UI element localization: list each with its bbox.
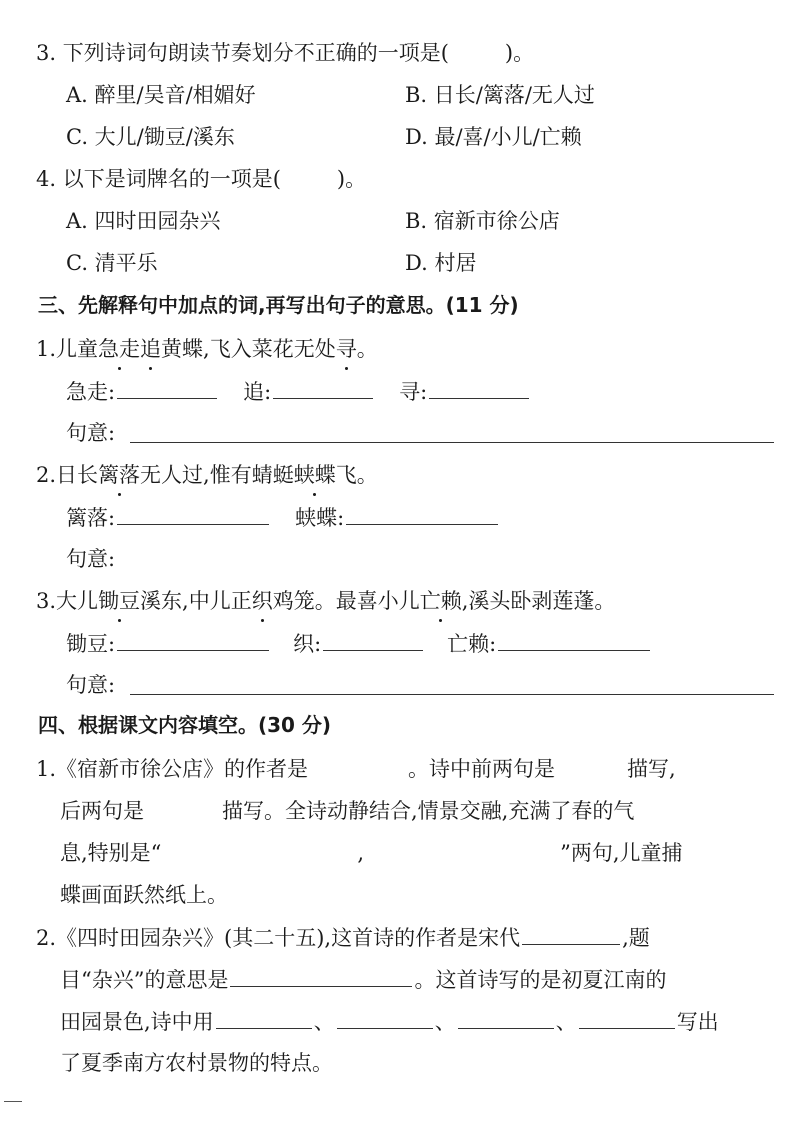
s4-q1-line3: 息,特别是“ , ”两句,儿童捕 (60, 841, 683, 865)
q4-option-c: C. 清平乐 (66, 251, 158, 275)
s3-q3-definitions: 锄豆: 织: 亡赖: (66, 628, 652, 659)
answer-line[interactable] (498, 628, 650, 651)
dotted-word: 蛱蝶 (294, 460, 336, 490)
answer-line[interactable] (337, 1006, 433, 1029)
dotted-word: 锄豆 (98, 586, 140, 616)
q4-option-d: D. 村居 (405, 251, 477, 275)
s4-q1-line2: 后两句是 描写。全诗动静结合,情景交融,充满了春的气 (60, 799, 635, 823)
dotted-word: 亡赖 (420, 586, 462, 616)
section-3-title: 三、先解释句中加点的词,再写出句子的意思。(11 分) (38, 293, 519, 317)
answer-line[interactable] (230, 964, 412, 987)
answer-line[interactable] (346, 502, 498, 525)
answer-line[interactable] (117, 502, 269, 525)
s4-q2-line3: 田园景色,诗中用 、 、 、 写出 (60, 1006, 719, 1037)
page-edge-mark (4, 1101, 22, 1102)
s3-q1-sentence: 1.儿童急走追黄蝶,飞入菜花无处寻。 (36, 334, 378, 364)
s3-q1-meaning-label: 句意: (66, 421, 116, 445)
s3-q2-sentence: 2.日长篱落无人过,惟有蜻蜓蛱蝶飞。 (36, 460, 378, 490)
s3-q2-meaning-label: 句意: (66, 547, 116, 571)
q3-option-d: D. 最/喜/小儿/亡赖 (405, 125, 582, 149)
answer-line[interactable] (458, 1006, 554, 1029)
dotted-word: 篱落 (98, 460, 140, 490)
answer-line[interactable] (429, 376, 529, 399)
s3-q3-meaning-label: 句意: (66, 673, 116, 697)
s3-q1-definitions: 急走: 追: 寻: (66, 376, 531, 407)
q4-option-b: B. 宿新市徐公店 (405, 209, 560, 233)
q4-option-a: A. 四时田园杂兴 (66, 209, 221, 233)
dotted-word: 织 (252, 586, 273, 616)
q3-stem: 3. 下列诗词句朗读节奏划分不正确的一项是( )。 (36, 41, 535, 65)
q3-option-b: B. 日长/篱落/无人过 (405, 83, 595, 107)
answer-line[interactable] (216, 1006, 312, 1029)
dotted-word: 追 (140, 334, 161, 364)
answer-line[interactable] (323, 628, 423, 651)
meaning-answer-line[interactable] (130, 694, 774, 695)
answer-line[interactable] (579, 1006, 675, 1029)
s3-q2-definitions: 篱落: 蛱蝶: (66, 502, 500, 533)
q4-stem: 4. 以下是词牌名的一项是( )。 (36, 167, 367, 191)
s4-q2-line1: 2.《四时田园杂兴》(其二十五),这首诗的作者是宋代 ,题 (36, 922, 650, 953)
answer-line[interactable] (117, 628, 269, 651)
dotted-word: 急走 (98, 334, 140, 364)
dotted-word: 寻 (336, 334, 357, 364)
q3-option-c: C. 大儿/锄豆/溪东 (66, 125, 235, 149)
q3-option-a: A. 醉里/吴音/相媚好 (66, 83, 256, 107)
s4-q2-line2: 目“杂兴”的意思是 。这首诗写的是初夏江南的 (60, 964, 666, 995)
s4-q1-line1: 1.《宿新市徐公店》的作者是 。诗中前两句是 描写, (36, 757, 676, 781)
s3-q3-sentence: 3.大儿锄豆溪东,中儿正织鸡笼。最喜小儿亡赖,溪头卧剥莲蓬。 (36, 586, 615, 616)
s4-q1-line4: 蝶画面跃然纸上。 (60, 883, 228, 907)
answer-line[interactable] (522, 922, 620, 945)
answer-line[interactable] (117, 376, 217, 399)
s4-q2-line4: 了夏季南方农村景物的特点。 (60, 1051, 333, 1075)
answer-line[interactable] (273, 376, 373, 399)
section-4-title: 四、根据课文内容填空。(30 分) (38, 713, 332, 737)
meaning-answer-line[interactable] (130, 442, 774, 443)
